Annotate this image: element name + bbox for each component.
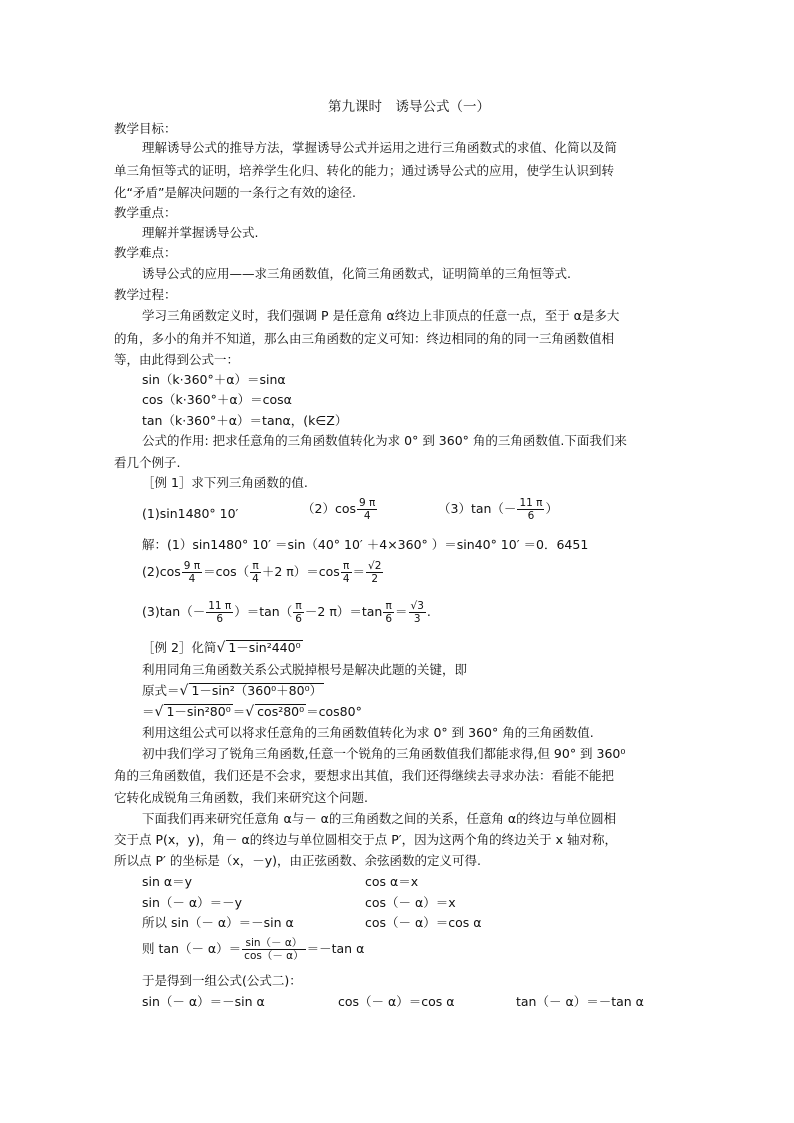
numerator: 11 π <box>519 497 543 509</box>
relation-cos: cos α＝x <box>365 874 419 889</box>
fraction <box>341 560 352 585</box>
radical-sign: √ <box>216 640 226 656</box>
fraction <box>206 600 233 625</box>
formula-two-sin: sin（－ α）＝－sin α <box>142 994 265 1009</box>
radicand: 1－sin²80⁰ <box>166 704 231 719</box>
objective-text-line: 单三角恒等式的证明，培养学生化归、转化的能力；通过诱导公式的应用，使学生认识到转 <box>114 163 615 178</box>
expr-text: 原式＝ <box>142 683 180 698</box>
paragraph-line: 的角，多小的角并不知道，那么由三角函数的定义可知：终边相同的角的同一三角函数值相 <box>114 331 615 346</box>
relation-sin-neg: sin（－ α）＝－y <box>142 895 243 910</box>
denominator: 4 <box>188 573 196 585</box>
paragraph-line: 学习三角函数定义时，我们强调 P 是任意角 α终边上非顶点的任意一点，至于 α是多大 <box>142 308 620 323</box>
paragraph-line: 初中我们学习了锐角三角函数,任意一个锐角的三角函数值我们都能求得,但 90° 到 360⁰ <box>142 746 626 761</box>
expr-text: ）＝tan（ <box>234 604 293 619</box>
relation-cos-neg: cos（－ α）＝x <box>365 895 456 910</box>
example-one-question-1: (1)sin1480° 10′ <box>142 506 239 521</box>
example-one-question-2 <box>302 497 378 522</box>
numerator: π <box>293 600 304 613</box>
tan-derivation <box>142 937 364 962</box>
original-expression <box>142 683 324 699</box>
denominator: 6 <box>216 613 224 625</box>
page-title: 第九课时 诱导公式（一） <box>328 99 490 115</box>
paragraph-line: 利用这组公式可以将求任意角的三角函数值转化为求 0° 到 360° 角的三角函数值. <box>142 725 594 740</box>
difficulty-heading: 教学难点： <box>114 245 177 260</box>
paragraph-line: 公式的作用: 把求任意角的三角函数值转化为求 0° 到 360° 角的三角函数值.下面我们来 <box>142 433 627 448</box>
expr-text: ＝cos80° <box>306 704 362 719</box>
paragraph-line: 等，由此得到公式一： <box>114 352 240 367</box>
formula-one-cos: cos（k·360°＋α）＝cosα <box>142 392 292 407</box>
paragraph-line: 利用同角三角函数关系公式脱掉根号是解决此题的关键，即 <box>142 662 468 677</box>
expr-text: 则 tan（－ α）＝ <box>142 941 242 956</box>
solution-part-1: 解：(1）sin1480° 10′ ＝sin（40° 10′ ＋4×360° ）＝sin40° 10′ ＝0．6451 <box>142 537 589 552</box>
radicand: 1－sin²（360⁰＋80⁰） <box>191 683 323 698</box>
objective-text-line: 化“矛盾”是解决问题的一条行之有效的途径. <box>114 185 356 200</box>
denominator: 6 <box>295 613 302 625</box>
expr-text: ＝－tan α <box>306 941 365 956</box>
example-one-heading: ［例 1］求下列三角函数的值. <box>142 475 308 490</box>
expr-text: ＝ <box>395 604 408 619</box>
objective-text-line: 理解诱导公式的推导方法，掌握诱导公式并运用之进行三角函数式的求值、化简以及简 <box>142 140 618 155</box>
denominator: cos（－ α） <box>244 950 304 962</box>
expr-text: ＝ <box>232 704 246 719</box>
expr-text: （3）tan（－ <box>438 501 517 516</box>
denominator: 3 <box>413 613 421 625</box>
denominator: 6 <box>527 510 535 522</box>
paragraph-line: 角的三角函数值，我们还是不会求，要想求出其值，我们还得继续去寻求办法：看能不能把 <box>114 768 615 783</box>
numerator: 9 π <box>183 560 201 572</box>
expr-text: －2 π）＝tan <box>304 604 383 619</box>
expr-text: ＋2 π）＝cos <box>261 564 340 579</box>
paragraph-line: 它转化成锐角三角函数，我们来研究这个问题. <box>114 790 368 805</box>
radicand: 1－sin²440⁰ <box>228 640 301 655</box>
difficulty-text: 诱导公式的应用——求三角函数值，化简三角函数式，证明简单的三角恒等式. <box>142 266 571 281</box>
numerator: √3 <box>410 600 424 612</box>
formula-two-cos: cos（－ α）＝cos α <box>338 994 455 1009</box>
expr-text: （2）cos <box>302 501 356 516</box>
numerator: 11 π <box>208 600 232 612</box>
fraction <box>357 497 377 522</box>
relation-sin: sin α＝y <box>142 874 193 889</box>
relation-result-sin: 所以 sin（－ α）＝－sin α <box>142 915 294 930</box>
numerator: √2 <box>368 560 382 572</box>
expr-text: ＝ <box>142 704 155 719</box>
numerator: π <box>341 560 352 573</box>
paragraph-line: 交于点 P(x，y)，角－ α的终边与单位圆相交于点 P′，因为这两个角的终边关于 x 轴对称， <box>114 832 617 847</box>
solution-part-3 <box>142 600 431 625</box>
formula-one-sin: sin（k·360°＋α）＝sinα <box>142 372 286 387</box>
fraction <box>293 600 304 625</box>
simplified-expression <box>142 704 362 720</box>
expr-text: ） <box>545 501 558 516</box>
key-point-heading: 教学重点： <box>114 205 177 220</box>
denominator: 6 <box>385 613 393 625</box>
numerator: 9 π <box>359 497 376 509</box>
fraction <box>366 560 383 585</box>
paragraph-line: 所以点 P′ 的坐标是（x，－y)，由正弦函数、余弦函数的定义可得. <box>114 853 481 868</box>
paragraph-line: 下面我们再来研究任意角 α与－ α的三角函数之间的关系，任意角 α的终边与单位圆相 <box>142 811 617 826</box>
expr-text: (2)cos <box>142 564 181 579</box>
fraction <box>182 560 202 585</box>
fraction <box>409 600 426 625</box>
expr-text: . <box>426 604 431 619</box>
objective-heading: 教学目标： <box>114 121 177 136</box>
fraction <box>250 560 261 585</box>
formula-one-tan: tan（k·360°＋α）＝tanα，(k∈Z） <box>142 413 348 428</box>
process-heading: 教学过程： <box>114 287 177 302</box>
example-two-heading <box>142 640 303 656</box>
relation-result-cos: cos（－ α）＝cos α <box>365 915 482 930</box>
denominator: 4 <box>363 510 371 522</box>
formula-two-tan: tan（－ α）＝－tan α <box>516 994 644 1009</box>
fraction <box>383 600 394 625</box>
expr-text: ＝ <box>352 564 366 579</box>
formula-two-intro: 于是得到一组公式(公式二)： <box>142 973 302 988</box>
radical-sign: √ <box>154 704 164 720</box>
radical-sign: √ <box>245 704 255 720</box>
paragraph-line: 看几个例子. <box>114 455 181 470</box>
numerator: π <box>250 560 261 573</box>
radical-sign: √ <box>179 683 189 699</box>
denominator: 2 <box>371 573 379 585</box>
fraction <box>242 937 305 962</box>
denominator: 4 <box>252 573 259 585</box>
fraction <box>517 497 544 522</box>
expr-text: ＝cos（ <box>203 564 250 579</box>
expr-text: ［例 2］化简 <box>142 640 217 655</box>
radicand: cos²80⁰ <box>257 704 305 719</box>
numerator: π <box>383 600 394 613</box>
key-point-text: 理解并掌握诱导公式. <box>142 225 259 240</box>
denominator: 4 <box>342 573 350 585</box>
example-one-question-3 <box>438 497 558 522</box>
numerator: sin（－ α） <box>242 937 305 950</box>
expr-text: (3)tan（－ <box>142 604 206 619</box>
solution-part-2 <box>142 560 384 585</box>
